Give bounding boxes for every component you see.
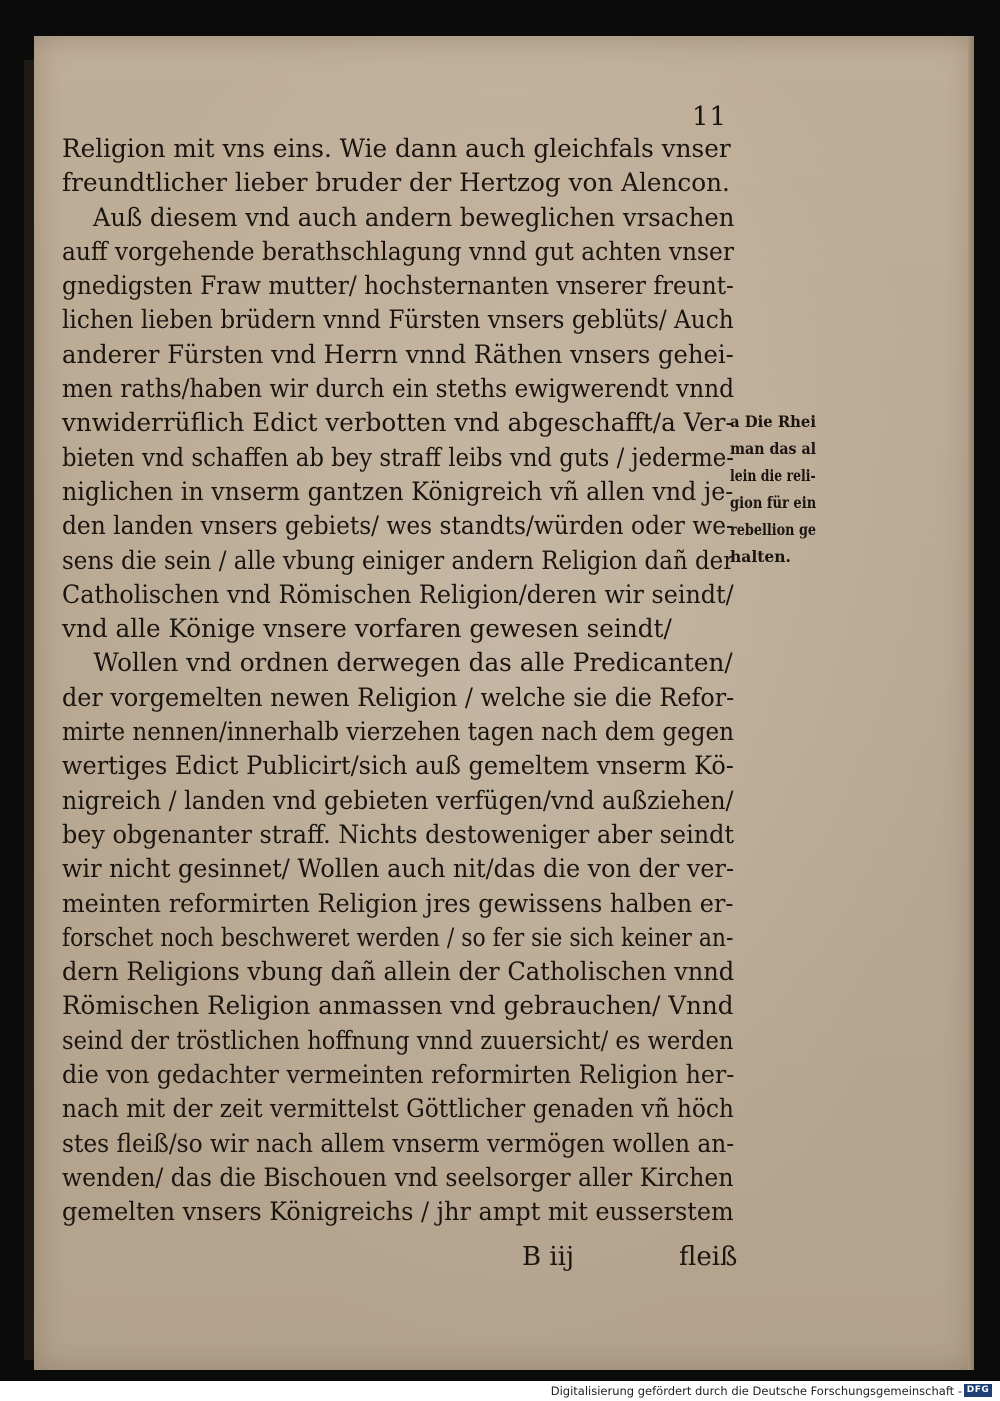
signature-mark: B iij — [522, 1242, 575, 1272]
text-line: Catholischen vnd Römischen Religion/deren wir seindt/ — [62, 579, 734, 609]
text-line: bey obgenanter straff. Nichts destoweniger aber seindt — [62, 819, 735, 849]
text-line: nigreich / landen vnd gebieten verfügen/vnd außziehen/ — [62, 785, 734, 815]
text-line: sens die sein / alle vbung einiger andern Religion dañ der — [62, 545, 735, 575]
text-line: meinten reformirten Religion jres gewissens halben er- — [62, 888, 734, 918]
margin-note-line: lein die reli- — [730, 466, 816, 485]
text-line: freundtlicher lieber bruder der Hertzog von Alencon. — [62, 168, 730, 198]
margin-note-line: rebellion ge — [730, 520, 817, 539]
catchword: fleiß — [679, 1242, 738, 1272]
text-line: vnd alle Könige vnsere vorfaren gewesen seindt/ — [62, 614, 672, 644]
book-page — [34, 36, 974, 1370]
margin-note-line: man das al — [730, 439, 817, 458]
text-line: die von gedachter vermeinten reformirten Religion her- — [62, 1060, 735, 1090]
dfg-logo: DFG — [964, 1384, 992, 1397]
text-line: mirte nennen/innerhalb vierzehen tagen nach dem gegen — [62, 717, 734, 747]
text-line: seind der tröstlichen hoffnung vnnd zuuersicht/ es werden — [62, 1025, 734, 1055]
text-line: vnwiderrüflich Edict verbotten vnd abgeschafft/a Ver- — [62, 408, 734, 438]
text-line: wir nicht gesinnet/ Wollen auch nit/das die von der ver- — [62, 854, 735, 884]
text-line: auff vorgehende berathschlagung vnnd gut achten vnser — [62, 236, 734, 266]
text-line: Auß diesem vnd auch andern beweglichen vrsachen — [62, 202, 735, 232]
page-number: 11 — [692, 102, 728, 132]
footer — [0, 1381, 1000, 1401]
text-line: Religion mit vns eins. Wie dann auch gleichfals vnser — [62, 134, 731, 163]
margin-note-line: halten. — [730, 547, 791, 566]
text-line: bieten vnd schaffen ab bey straff leibs vnd guts / jederme- — [62, 442, 734, 472]
funding-notice: Digitalisierung gefördert durch die Deutsche Forschungsgemeinschaft - — [550, 1384, 962, 1398]
text-line: gemelten vnsers Königreichs / jhr ampt mit eusserstem — [62, 1197, 734, 1227]
text-line: Wollen vnd ordnen derwegen das alle Predicanten/ — [62, 648, 733, 678]
text-line: niglichen in vnserm gantzen Königreich vñ allen vnd je- — [62, 476, 734, 506]
text-line: wertiges Edict Publicirt/sich auß gemeltem vnserm Kö- — [62, 751, 734, 781]
margin-note-line: a Die Rhei — [730, 412, 816, 431]
page-edge — [968, 36, 974, 1370]
text-line: gnedigsten Fraw mutter/ hochsternanten vnserer freunt- — [62, 271, 734, 301]
text-line: lichen lieben brüdern vnnd Fürsten vnsers geblüts/ Auch — [62, 305, 734, 335]
binding-edge — [24, 60, 34, 1360]
text-line: nach mit der zeit vermittelst Göttlicher genaden vñ höch — [62, 1094, 734, 1124]
text-line: dern Religions vbung dañ allein der Catholischen vnnd — [62, 957, 735, 987]
text-line: anderer Fürsten vnd Herrn vnnd Räthen vnsers gehei- — [62, 339, 734, 369]
margin-note — [730, 408, 816, 570]
signature-line — [34, 1242, 974, 1278]
text-line: Römischen Religion anmassen vnd gebrauchen/ Vnnd — [62, 991, 734, 1021]
margin-note-line: gion für ein — [730, 493, 817, 512]
text-line: den landen vnsers gebiets/ wes standts/würden oder we- — [62, 511, 734, 541]
body-text — [62, 132, 742, 1230]
text-line: forschet noch beschweret werden / so fer sie sich keiner an- — [62, 922, 734, 952]
text-line: der vorgemelten newen Religion / welche sie die Refor- — [62, 682, 735, 712]
text-line: wenden/ das die Bischouen vnd seelsorger aller Kirchen — [62, 1162, 734, 1192]
text-line: men raths/haben wir durch ein steths ewigwerendt vnnd — [62, 374, 735, 404]
text-line: stes fleiß/so wir nach allem vnserm vermögen wollen an- — [62, 1128, 735, 1158]
